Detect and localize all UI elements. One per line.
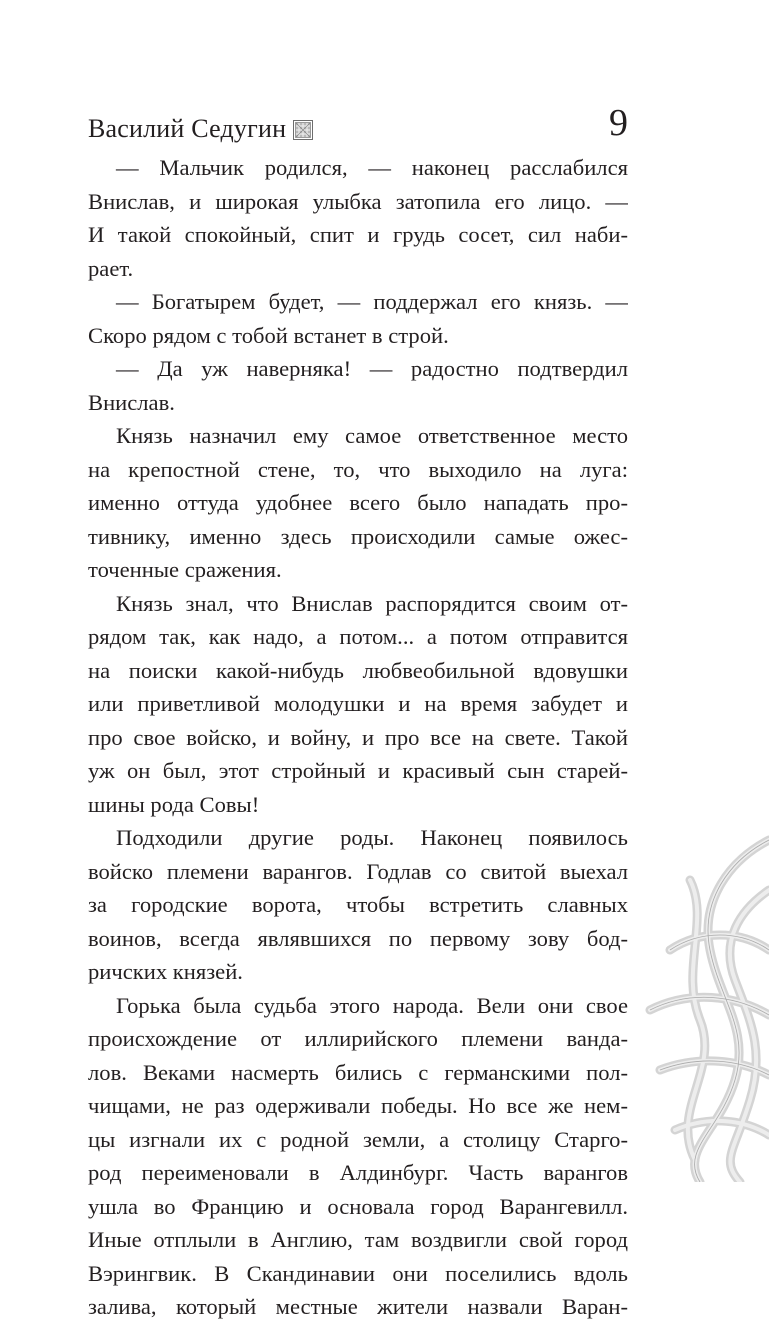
- text-line: рает.: [88, 255, 134, 281]
- text-line: Князь знал, что Вниcлав распорядится своим от-: [116, 590, 628, 616]
- paragraph: [88, 352, 628, 419]
- text-line: точенные сражения.: [88, 557, 282, 582]
- text-line: Горька была судьба этого народа. Вели они свое: [116, 992, 628, 1018]
- text-line: лов. Веками насмерть бились с германскими пол-: [88, 1059, 628, 1085]
- text-line: за городские ворота, чтобы встретить славных: [88, 892, 628, 917]
- text-line: именно оттуда удобнее всего было нападать про-: [88, 490, 628, 515]
- text-line: чищами, не раз одерживали победы. Но все же нем-: [88, 1093, 628, 1118]
- text-line: ричских князей.: [88, 959, 243, 984]
- text-line: на поиски какой-нибудь любвеобильной вдовушки: [88, 657, 628, 683]
- text-line: Иные отплыли в Англию, там воздвигли свой город: [88, 1227, 628, 1252]
- paragraph: [88, 285, 628, 352]
- text-line: Князь назначил ему самое ответственное место: [116, 423, 628, 448]
- body-text: [88, 151, 628, 1324]
- text-line: цы изгнали их с родной земли, а столицу Старго-: [88, 1126, 628, 1152]
- woven-knot-ornament-icon: [640, 820, 769, 1182]
- text-line: И такой спокойный, спит и грудь сосет, сил наби-: [88, 222, 628, 247]
- text-line: род переименовали в Алдинбург. Часть варангов: [88, 1160, 628, 1185]
- text-line: — Богатырем будет, — поддержал его князь. —: [116, 289, 628, 314]
- text-line: — Мальчик родился, — наконец расслабился: [116, 155, 628, 180]
- paragraph: [88, 151, 628, 285]
- author-name: Василий Седугин: [88, 114, 287, 143]
- text-line: Подходили другие роды. Наконец появилось: [116, 825, 628, 850]
- square-ornament-icon: [293, 120, 313, 140]
- text-line: происхождение от иллирийского племени ванда-: [88, 1026, 628, 1051]
- text-line: или приветливой молодушки и на время забудет и: [88, 691, 628, 716]
- text-line: — Да уж наверняка! — радостно подтвердил: [116, 356, 628, 381]
- text-line: тивнику, именно здесь происходили самые ожес-: [88, 523, 628, 549]
- text-line: на крепостной стене, то, что выходило на луга:: [88, 456, 628, 482]
- text-line: шины рода Совы!: [88, 791, 260, 817]
- paragraph: [88, 587, 628, 822]
- text-line: рядом так, как надо, а потом... а потом отправится: [88, 624, 628, 649]
- text-line: войско племени варангов. Годлав со свитой выехал: [88, 858, 628, 884]
- text-line: Скоро рядом с тобой встанет в строй.: [88, 322, 449, 348]
- text-line: воинов, всегда являвшихся по первому зову бод-: [88, 925, 628, 951]
- text-line: Вэрингвик. В Скандинавии они поселились вдоль: [88, 1260, 628, 1286]
- page-number: 9: [609, 102, 628, 144]
- paragraph: [88, 419, 628, 587]
- text-line: уж он был, этот стройный и красивый сын старей-: [88, 758, 628, 783]
- text-line: про свое войско, и войну, и про все на свете. Такой: [88, 724, 628, 750]
- text-line: Вниcлав, и широкая улыбка затопила его лицо. —: [88, 188, 628, 214]
- text-line: залива, который местные жители назвали Варан-: [88, 1294, 628, 1319]
- text-line: Вниcлав.: [88, 389, 175, 415]
- text-line: ушла во Францию и основала город Варангевилл.: [88, 1193, 628, 1219]
- running-header: [88, 102, 628, 150]
- paragraph: [88, 821, 628, 989]
- paragraph: [88, 989, 628, 1324]
